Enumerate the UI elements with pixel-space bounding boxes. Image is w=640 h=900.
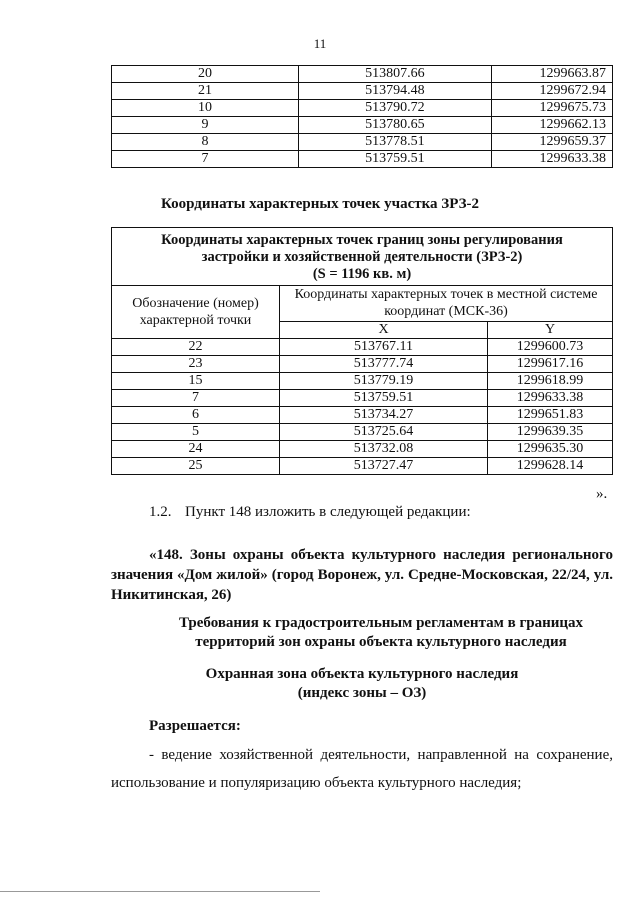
table-row xyxy=(112,151,613,168)
paragraph-text: Пункт 148 изложить в следующей редакции: xyxy=(185,504,471,520)
header-x: X xyxy=(280,321,488,338)
x-coordinate-cell: 513734.27 xyxy=(280,407,488,424)
section-heading: Координаты характерных точек участка ЗРЗ-2 xyxy=(161,196,479,212)
header-y: Y xyxy=(488,321,613,338)
point-number-cell: 25 xyxy=(112,458,280,475)
point-number-cell: 7 xyxy=(112,390,280,407)
allowed-label: Разрешается: xyxy=(149,718,241,734)
table-row xyxy=(112,373,613,390)
point-number-cell: 22 xyxy=(112,339,280,356)
point-number-cell: 9 xyxy=(112,117,299,134)
table-row xyxy=(112,407,613,424)
point-number-cell: 23 xyxy=(112,356,280,373)
header-point-designation: Обозначение (номер) характерной точки xyxy=(112,286,280,339)
x-coordinate-cell: 513767.11 xyxy=(280,339,488,356)
table-title-area: (S = 1196 кв. м) xyxy=(312,265,412,282)
point-number-cell: 10 xyxy=(112,100,299,117)
point-number-cell: 20 xyxy=(112,66,299,83)
x-coordinate-cell: 513790.72 xyxy=(299,100,492,117)
continued-coordinates-table xyxy=(111,65,613,168)
allowed-item: - ведение хозяйственной деятельности, направленной на сохранение, использование и популяризацию объекта культурного наследия; xyxy=(111,747,613,791)
y-coordinate-cell: 1299659.37 xyxy=(491,134,612,151)
table-row xyxy=(112,100,613,117)
point-number-cell: 7 xyxy=(112,151,299,168)
x-coordinate-cell: 513780.65 xyxy=(299,117,492,134)
point-number-cell: 21 xyxy=(112,83,299,100)
item-148-heading: «148. Зоны охраны объекта культурного наследия регионального значения «Дом жилой» (город Воронеж, ул. Средне-Московская, 22/24, ул. Никитинская, 26) xyxy=(111,547,613,603)
continued-coordinates-table-body xyxy=(112,66,613,168)
y-coordinate-cell: 1299672.94 xyxy=(491,83,612,100)
x-coordinate-cell: 513732.08 xyxy=(280,441,488,458)
table-title-line-1: Координаты характерных точек границ зоны регулирования xyxy=(161,231,563,248)
y-coordinate-cell: 1299662.13 xyxy=(491,117,612,134)
requirements-heading-line-2: территорий зон охраны объекта культурного наследия xyxy=(195,634,567,650)
x-coordinate-cell: 513778.51 xyxy=(299,134,492,151)
y-coordinate-cell: 1299635.30 xyxy=(488,441,613,458)
x-coordinate-cell: 513727.47 xyxy=(280,458,488,475)
y-coordinate-cell: 1299617.16 xyxy=(488,356,613,373)
paragraph-1-2 xyxy=(149,502,471,522)
table-row xyxy=(112,83,613,100)
paragraph-number: 1.2. xyxy=(149,504,172,520)
y-coordinate-cell: 1299639.35 xyxy=(488,424,613,441)
y-coordinate-cell: 1299628.14 xyxy=(488,458,613,475)
table-row xyxy=(112,66,613,83)
table-row xyxy=(112,424,613,441)
zone-heading-line-2: (индекс зоны – ОЗ) xyxy=(297,685,427,701)
header-coordinates: Координаты характерных точек в местной системе координат (МСК-36) xyxy=(280,286,613,322)
table-row xyxy=(112,356,613,373)
x-coordinate-cell: 513807.66 xyxy=(299,66,492,83)
y-coordinate-cell: 1299663.87 xyxy=(491,66,612,83)
y-coordinate-cell: 1299675.73 xyxy=(491,100,612,117)
table-title-line-2: застройки и хозяйственной деятельности (ЗРЗ-2) xyxy=(201,248,523,265)
point-number-cell: 24 xyxy=(112,441,280,458)
zone-heading-line-1: Охранная зона объекта культурного наследия xyxy=(205,666,519,682)
point-number-cell: 15 xyxy=(112,373,280,390)
requirements-heading xyxy=(130,614,632,652)
x-coordinate-cell: 513794.48 xyxy=(299,83,492,100)
table-header-row xyxy=(112,286,613,322)
y-coordinate-cell: 1299633.38 xyxy=(491,151,612,168)
y-coordinate-cell: 1299618.99 xyxy=(488,373,613,390)
zone-heading xyxy=(111,665,613,703)
requirements-heading-line-1: Требования к градостроительным регламентам в границах xyxy=(178,615,584,631)
table-title-row xyxy=(112,228,613,286)
closing-quote: ». xyxy=(596,486,608,502)
x-coordinate-cell: 513777.74 xyxy=(280,356,488,373)
y-coordinate-cell: 1299651.83 xyxy=(488,407,613,424)
page-number: 11 xyxy=(313,36,327,51)
table-row xyxy=(112,117,613,134)
y-coordinate-cell: 1299600.73 xyxy=(488,339,613,356)
table-row xyxy=(112,339,613,356)
table-row xyxy=(112,458,613,475)
table-row xyxy=(112,441,613,458)
table-row xyxy=(112,134,613,151)
point-number-cell: 6 xyxy=(112,407,280,424)
x-coordinate-cell: 513725.64 xyxy=(280,424,488,441)
point-number-cell: 8 xyxy=(112,134,299,151)
x-coordinate-cell: 513779.19 xyxy=(280,373,488,390)
zrz2-coordinates-table-body xyxy=(112,228,613,475)
point-number-cell: 5 xyxy=(112,424,280,441)
x-coordinate-cell: 513759.51 xyxy=(280,390,488,407)
zrz2-coordinates-table xyxy=(111,227,613,475)
table-title-cell xyxy=(112,228,613,286)
y-coordinate-cell: 1299633.38 xyxy=(488,390,613,407)
x-coordinate-cell: 513759.51 xyxy=(299,151,492,168)
table-row xyxy=(112,390,613,407)
bottom-rule xyxy=(0,891,320,892)
